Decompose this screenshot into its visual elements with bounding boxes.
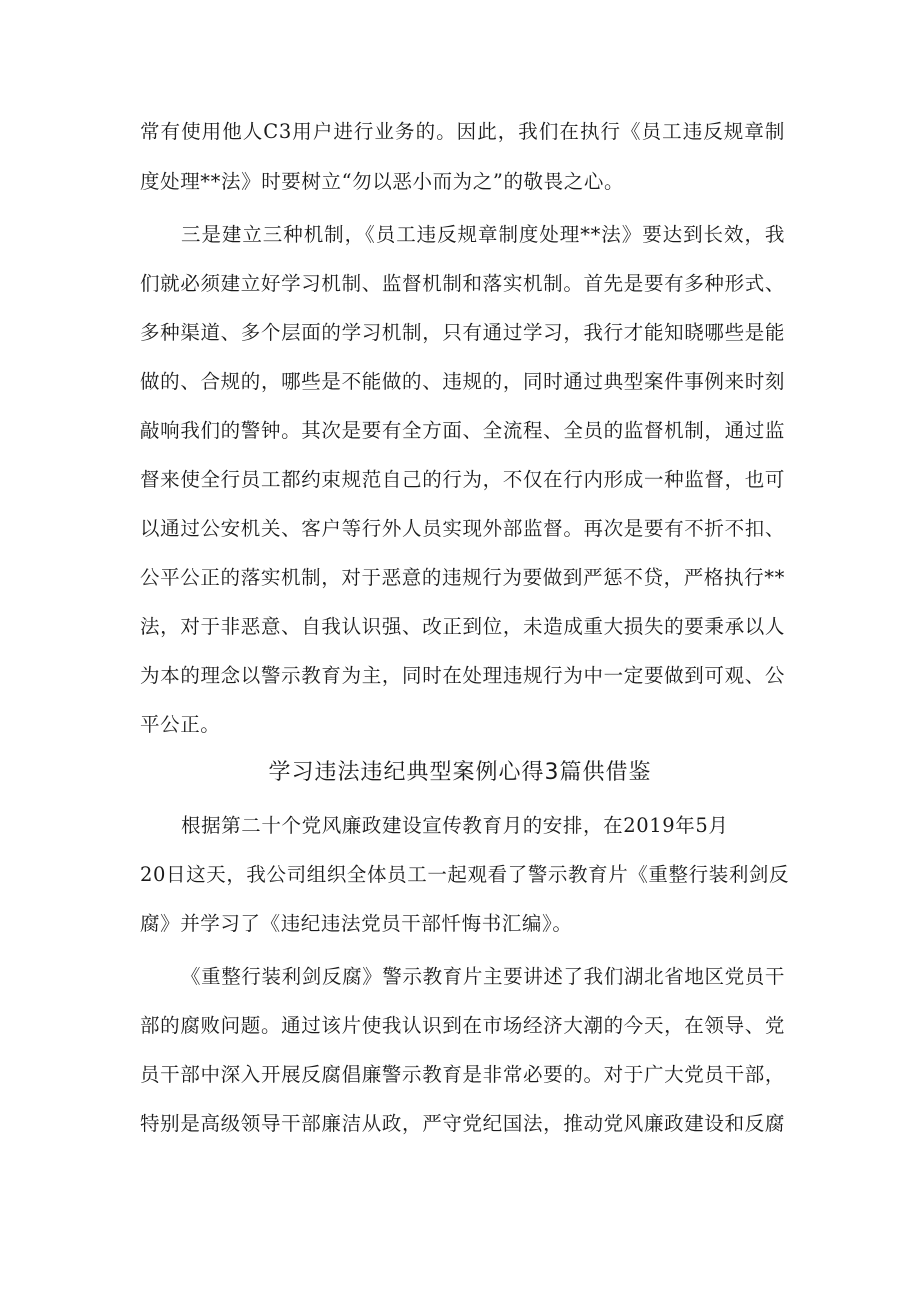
text-line: 们就必须建立好学习机制、监督机制和落实机制。首先是要有多种形式、: [140, 272, 785, 295]
text-line: 腐》并学习了《违纪违法党员干部忏悔书汇编》。: [140, 912, 573, 935]
text-line: 特别是高级领导干部廉洁从政，严守党纪国法，推动党风廉政建设和反腐: [140, 1112, 785, 1135]
text-line: 多种渠道、多个层面的学习机制，只有通过学习，我行才能知晓哪些是能: [140, 321, 785, 344]
text-line: 平公正。: [140, 713, 221, 736]
text-line: 20日这天，我公司组织全体员工一起观看了警示教育片《重整行装利剑反: [140, 863, 790, 886]
text-line: 公平公正的落实机制，对于恶意的违规行为要做到严惩不贷，严格执行**: [140, 566, 785, 589]
text-line: 常有使用他人C3用户进行业务的。因此，我们在执行《员工违反规章制: [140, 120, 785, 143]
text-line: 员干部中深入开展反腐倡廉警示教育是非常必要的。对于广大党员干部，: [140, 1063, 785, 1086]
text-line: 督来使全行员工都约束规范自己的行为，不仅在行内形成一种监督，也可: [140, 468, 785, 491]
text-line: 以通过公安机关、客户等行外人员实现外部监督。再次是要有不折不扣、: [140, 517, 785, 540]
text-line: 法，对于非恶意、自我认识强、改正到位，未造成重大损失的要秉承以人: [140, 615, 785, 638]
text-line: 部的腐败问题。通过该片使我认识到在市场经济大潮的今天，在领导、党: [140, 1014, 785, 1037]
text-line: 为本的理念以警示教育为主，同时在处理违规行为中一定要做到可观、公: [140, 664, 785, 687]
text-line: 根据第二十个党风廉政建设宣传教育月的安排，在2019年5月: [181, 814, 729, 837]
section-heading: 学习违法违纪典型案例心得3篇供借鉴: [268, 760, 652, 785]
text-line: 三是建立三种机制，《员工违反规章制度处理**法》要达到长效，我: [181, 223, 785, 246]
text-line: 做的、合规的，哪些是不能做的、违规的，同时通过典型案件事例来时刻: [140, 370, 785, 393]
text-line: 敲响我们的警钟。其次是要有全方面、全流程、全员的监督机制，通过监: [140, 419, 785, 442]
text-line: 度处理**法》时要树立“勿以恶小而为之”的敬畏之心。: [140, 170, 625, 193]
text-line: 《重整行装利剑反腐》警示教育片主要讲述了我们湖北省地区党员干: [181, 965, 785, 988]
